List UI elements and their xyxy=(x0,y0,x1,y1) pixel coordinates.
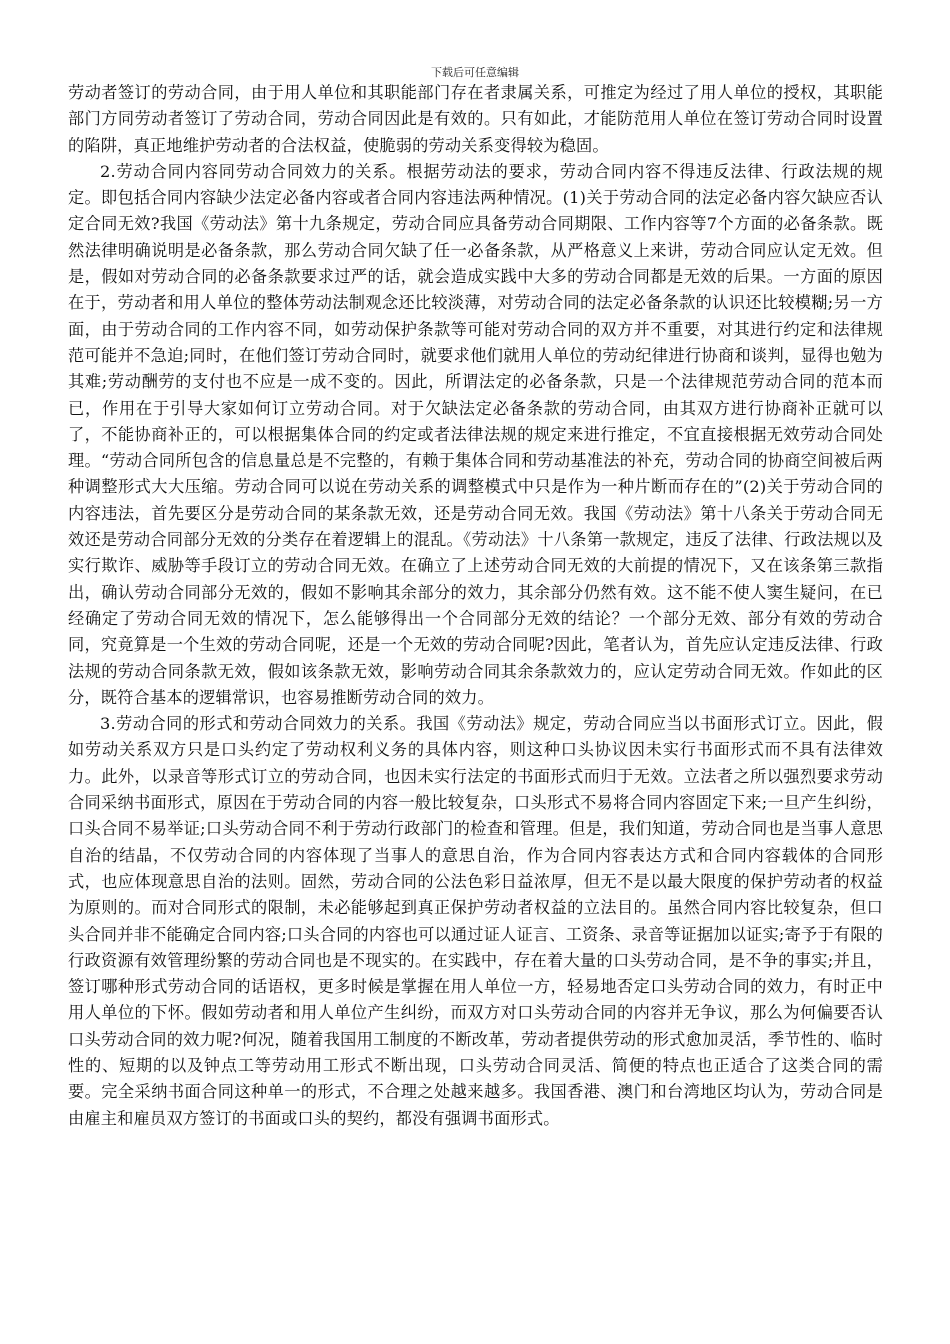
page-header: 下载后可任意编辑 xyxy=(431,66,519,79)
paragraph-contract-form: 3.劳动合同的形式和劳动合同效力的关系。我国《劳动法》规定，劳动合同应当以书面形式订立。因此，假如劳动关系双方只是口头约定了劳动权利义务的具体内容，则这种口头协议因未实行书面形式而不具有法律效力。此外，以录音等形式订立的劳动合同，也因未实行法定的书面形式而归于无效。立法者之所以强烈要求劳动合同采纳书面形式，原因在于劳动合同的内容一般比较复杂，口头形式不易将合同内容固定下来;一旦产生纠纷，口头合同不易举证;口头劳动合同不利于劳动行政部门的检查和管理。但是，我们知道，劳动合同也是当事人意思自治的结晶，不仅劳动合同的内容体现了当事人的意思自治，作为合同内容表达方式和合同内容载体的合同形式，也应体现意思自治的法则。固然，劳动合同的公法色彩日益浓厚，但无不是以最大限度的保护劳动者的权益为原则的。而对合同形式的限制，未必能够起到真正保护劳动者权益的立法目的。虽然合同内容比较复杂，但口头合同并非不能确定合同内容;口头合同的内容也可以通过证人证言、工资条、录音等证据加以证实;寄予于有限的行政资源有效管理纷繁的劳动合同也是不现实的。在实践中，存在着大量的口头劳动合同，是不争的事实;并且，签订哪种形式劳动合同的话语权，更多时候是掌握在用人单位一方，轻易地否定口头劳动合同的效力，有时正中用人单位的下怀。假如劳动者和用人单位产生纠纷，而双方对口头劳动合同的内容并无争议，那么为何偏要否认口头劳动合同的效力呢?何况，随着我国用工制度的不断改革，劳动者提供劳动的形式愈加灵活，季节性的、临时性的、短期的以及钟点工等劳动用工形式不断出现，口头劳动合同灵活、简便的特点也正适合了这类合同的需要。完全采纳书面合同这种单一的形式，不合理之处越来越多。我国香港、澳门和台湾地区均认为，劳动合同是由雇主和雇员双方签订的书面或口头的契约，都没有强调书面形式。 xyxy=(68,714,883,1128)
paragraph-contract-content: 2.劳动合同内容同劳动合同效力的关系。根据劳动法的要求，劳动合同内容不得违反法律、行政法规的规定。即包括合同内容缺少法定必备内容或者合同内容违法两种情况。(1)关于劳动合同的法定必备内容欠缺应否认定合同无效?我国《劳动法》第十九条规定，劳动合同应具备劳动合同期限、工作内容等7个方面的必备条款。既然法律明确说明是必备条款，那么劳动合同欠缺了任一必备条款，从严格意义上来讲，劳动合同应认定无效。但是，假如对劳动合同的必备条款要求过严的话，就会造成实践中大多的劳动合同都是无效的后果。一方面的原因在于，劳动者和用人单位的整体劳动法制观念还比较淡薄，对劳动合同的法定必备条款的认识还比较模糊;另一方面，由于劳动合同的工作内容不同，如劳动保护条款等可能对劳动合同的双方并不重要，对其进行约定和法律规范可能并不急迫;同时，在他们签订劳动合同时，就要求他们就用人单位的劳动纪律进行协商和谈判，显得也勉为其难;劳动酬劳的支付也不应是一成不变的。因此，所谓法定的必备条款，只是一个法律规范劳动合同的范本而已，作用在于引导大家如何订立劳动合同。对于欠缺法定必备条款的劳动合同，由其双方进行协商补正就可以了，不能协商补正的，可以根据集体合同的约定或者法律法规的规定来进行推定，不宜直接根据无效劳动合同处理。“劳动合同所包含的信息量总是不完整的，有赖于集体合同和劳动基准法的补充，劳动合同的协商空间被后两种调整形式大大压缩。劳动合同可以说在劳动关系的调整模式中只是作为一种片断而存在的”(2)关于劳动合同的内容违法，首先要区分是劳动合同的某条款无效，还是劳动合同无效。我国《劳动法》第十八条关于劳动合同无效还是劳动合同部分无效的分类存在着逻辑上的混乱。《劳动法》十八条第一款规定，违反了法律、行政法规以及实行欺诈、威胁等手段订立的劳动合同无效。在确立了上述劳动合同无效的大前提的情况下，又在该条第三款指出，确认劳动合同部分无效的，假如不影响其余部分的效力，其余部分仍然有效。这不能不使人窦生疑问，在已经确定了劳动合同无效的情况下，怎么能够得出一个合同部分无效的结论？一个部分无效、部分有效的劳动合同，究竟算是一个生效的劳动合同呢，还是一个无效的劳动合同呢?因此，笔者认为，首先应认定违反法律、行政法规的劳动合同条款无效，假如该条款无效，影响劳动合同其余条款效力的，应认定劳动合同无效。作如此的区分，既符合基本的逻辑常识，也容易推断劳动合同的效力。 xyxy=(68,161,883,707)
document-body xyxy=(68,80,883,1132)
paragraph-continuation: 劳动者签订的劳动合同，由于用人单位和其职能部门存在者隶属关系，可推定为经过了用人单位的授权，其职能部门方同劳动者签订了劳动合同，劳动合同因此是有效的。只有如此，才能防范用人单位在签订劳动合同时设置的陷阱，真正地维护劳动者的合法权益，使脆弱的劳动关系变得较为稳固。 xyxy=(68,83,883,155)
